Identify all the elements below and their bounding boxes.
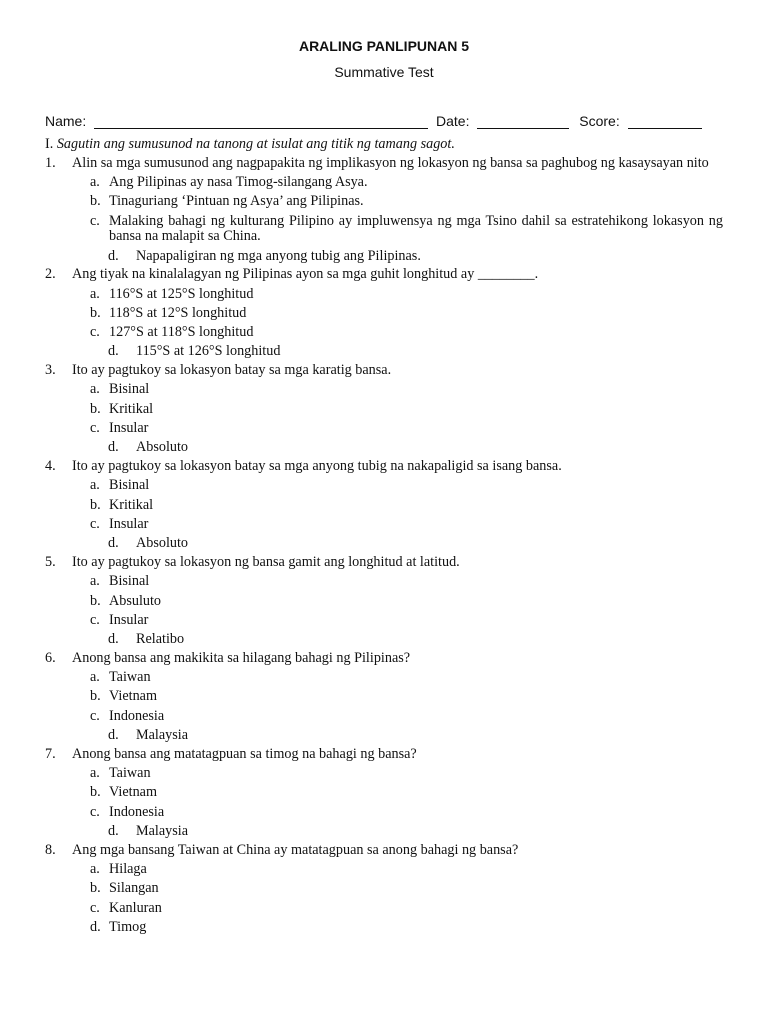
option-text: Bisinal (109, 573, 150, 590)
answer-option (45, 785, 723, 801)
page-title: ARALING PANLIPUNAN 5 (298, 38, 470, 54)
name-label: Name: (45, 113, 87, 129)
option-text: Vietnam (109, 688, 157, 705)
question-5 (45, 555, 723, 571)
date-label: Date: (436, 113, 470, 129)
option-text: Timog (109, 918, 147, 935)
option-letter: c. (90, 515, 100, 532)
option-letter: d. (108, 727, 119, 744)
answer-option (45, 632, 723, 648)
option-letter: a. (90, 285, 100, 302)
answer-option (45, 594, 723, 610)
option-letter: a. (90, 381, 100, 398)
option-text: Kritikal (109, 496, 154, 513)
test-content (45, 137, 723, 935)
answer-option (45, 920, 723, 936)
option-letter: b. (90, 400, 101, 417)
option-text: Malaysia (136, 822, 189, 839)
score-label: Score: (579, 113, 620, 129)
name-blank (94, 114, 428, 129)
option-letter: d. (108, 247, 119, 264)
option-text: Absoluto (136, 535, 189, 552)
question-text: Ito ay pagtukoy sa lokasyon batay sa mga anyong tubig na nakapaligid sa isang bansa. (72, 458, 562, 475)
answer-option (45, 498, 723, 514)
option-text: Ang Pilipinas ay nasa Timog-silangang Asya. (109, 174, 368, 191)
question-8 (45, 843, 723, 859)
question-text: Alin sa mga sumusunod ang nagpapakita ng implikasyon ng lokasyon ng bansa sa paghubog ng kasaysayan nito (72, 154, 709, 171)
answer-option (45, 325, 723, 341)
student-info-line (45, 113, 725, 129)
answer-option (45, 728, 723, 744)
option-text: Kritikal (109, 400, 154, 417)
option-text: 118°S at 12°S longhitud (109, 304, 247, 321)
option-letter: c. (90, 803, 100, 820)
question-text: Ito ay pagtukoy sa lokasyon ng bansa gamit ang longhitud at latitud. (72, 554, 460, 570)
option-text: Kanluran (109, 899, 162, 916)
answer-option (45, 421, 723, 437)
question-text: Ang tiyak na kinalalagyan ng Pilipinas ayon sa mga guhit longhitud ay ________. (72, 266, 539, 283)
option-letter: b. (90, 193, 101, 210)
option-text: Hilaga (109, 861, 147, 877)
section-number: I. (45, 136, 54, 152)
answer-option (45, 670, 723, 686)
option-letter: c. (90, 420, 100, 437)
option-letter: a. (90, 573, 100, 590)
question-number: 6. (45, 649, 56, 666)
option-letter: c. (90, 899, 100, 916)
question-6 (45, 651, 723, 667)
option-text: Taiwan (109, 765, 151, 782)
question-2 (45, 267, 723, 283)
answer-option (45, 536, 723, 552)
answer-option (45, 766, 723, 782)
option-letter: b. (90, 880, 101, 897)
answer-option (45, 402, 723, 418)
option-text: Bisinal (109, 477, 150, 494)
answer-option (45, 824, 723, 840)
answer-option (45, 344, 723, 360)
answer-option (45, 574, 723, 590)
option-letter: d. (108, 343, 119, 360)
question-number: 8. (45, 841, 56, 858)
option-letter: b. (90, 784, 101, 801)
date-blank (477, 114, 569, 129)
answer-option (45, 478, 723, 494)
option-letter: c. (90, 324, 100, 341)
question-3 (45, 363, 723, 379)
option-letter: d. (90, 918, 101, 935)
answer-option (45, 382, 723, 398)
option-text: Tinaguriang ‘Pintuan ng Asya’ ang Pilipinas. (109, 193, 364, 210)
option-text: 127°S at 118°S longhitud (109, 324, 254, 341)
option-letter: b. (90, 592, 101, 609)
option-text: Insular (109, 420, 149, 437)
option-letter: d. (108, 535, 119, 552)
option-text: Indonesia (109, 707, 165, 724)
instructions (45, 137, 723, 153)
option-text: Insular (109, 611, 149, 628)
option-letter: d. (108, 822, 119, 839)
answer-option (45, 517, 723, 533)
answer-option (45, 306, 723, 322)
option-text: 115°S at 126°S longhitud (136, 343, 281, 360)
question-number: 5. (45, 554, 56, 570)
answer-option (45, 709, 723, 725)
answer-option (45, 689, 723, 705)
option-letter: d. (108, 631, 119, 648)
option-letter: a. (90, 477, 100, 494)
option-text: Absuluto (109, 592, 162, 609)
answer-option (45, 613, 723, 629)
option-text: Absoluto (136, 439, 189, 456)
option-text: Malaking bahagi ng kulturang Pilipino ay impluwensya ng mga Tsino dahil sa estratehikong lokasyon ng bansa na malapit sa China. (109, 212, 723, 245)
option-text: Bisinal (109, 381, 150, 398)
option-letter: a. (90, 861, 100, 877)
answer-option (45, 901, 723, 917)
answer-option (45, 175, 723, 191)
option-letter: d. (108, 439, 119, 456)
option-letter: c. (90, 611, 100, 628)
question-number: 3. (45, 362, 56, 379)
question-number: 7. (45, 745, 56, 762)
question-list (45, 156, 723, 936)
question-4 (45, 459, 723, 475)
option-letter: a. (90, 669, 100, 686)
option-letter: c. (90, 707, 100, 724)
question-text: Ito ay pagtukoy sa lokasyon batay sa mga karatig bansa. (72, 362, 392, 379)
question-text: Anong bansa ang matatagpuan sa timog na bahagi ng bansa? (72, 745, 417, 762)
score-blank (628, 114, 702, 129)
option-letter: a. (90, 174, 100, 191)
answer-option (45, 214, 723, 245)
answer-option (45, 287, 723, 303)
option-text: Relatibo (136, 631, 185, 648)
option-text: Vietnam (109, 784, 157, 801)
answer-option (45, 440, 723, 456)
answer-option (45, 249, 723, 265)
option-text: Taiwan (109, 669, 151, 686)
option-letter: b. (90, 304, 101, 321)
option-letter: b. (90, 688, 101, 705)
instructions-text: Sagutin ang sumusunod na tanong at isulat ang titik ng tamang sagot. (56, 136, 455, 152)
answer-option (45, 862, 723, 878)
answer-option (45, 194, 723, 210)
question-number: 4. (45, 458, 56, 475)
option-letter: c. (90, 212, 100, 229)
answer-option (45, 805, 723, 821)
question-number: 1. (45, 154, 56, 171)
option-text: 116°S at 125°S longhitud (109, 285, 254, 302)
page-subtitle: Summative Test (334, 64, 434, 80)
option-letter: b. (90, 496, 101, 513)
question-1 (45, 156, 723, 172)
question-number: 2. (45, 266, 56, 283)
option-text: Malaysia (136, 727, 189, 744)
option-text: Silangan (109, 880, 159, 897)
answer-option (45, 881, 723, 897)
option-text: Napapaligiran ng mga anyong tubig ang Pilipinas. (136, 247, 421, 264)
question-7 (45, 747, 723, 763)
option-letter: a. (90, 765, 100, 782)
option-text: Insular (109, 515, 149, 532)
question-text: Ang mga bansang Taiwan at China ay matatagpuan sa anong bahagi ng bansa? (72, 841, 519, 858)
option-text: Indonesia (109, 803, 165, 820)
question-text: Anong bansa ang makikita sa hilagang bahagi ng Pilipinas? (72, 649, 411, 666)
